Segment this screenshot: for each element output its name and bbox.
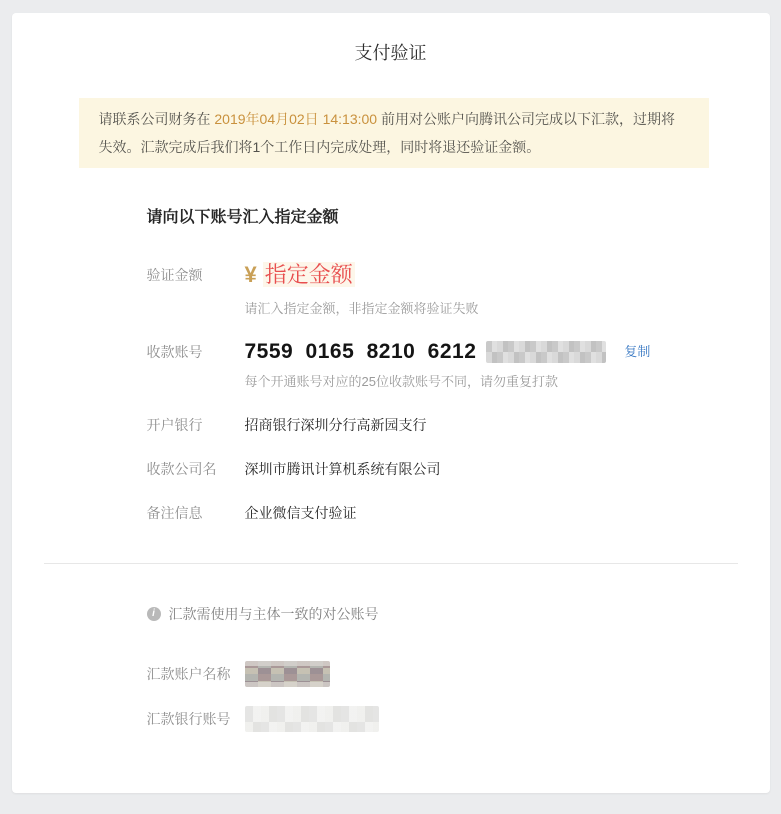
deadline-datetime: 2019年04月02日 14:13:00	[214, 111, 378, 127]
memo-row	[147, 503, 770, 523]
copy-account-button[interactable]: 复制	[624, 344, 651, 359]
page-title: 支付验证	[354, 43, 427, 63]
currency-symbol: ¥	[244, 262, 257, 287]
account-line	[245, 338, 651, 366]
amount-row	[147, 260, 770, 318]
remit-account-name-censored-block	[245, 661, 330, 687]
deadline-notice	[79, 98, 709, 168]
remit-bank-account-row	[147, 706, 770, 732]
notice-text-before: 请联系公司财务在	[98, 111, 215, 127]
remittance-tip-row	[147, 605, 770, 623]
amount-value: 指定金额	[264, 262, 353, 287]
remittance-tip-text: 汇款需使用与主体一致的对公账号	[168, 606, 379, 622]
bank-value: 招商银行深圳分行高新园支行	[244, 417, 427, 433]
company-row	[147, 459, 770, 479]
bank-label: 开户银行	[146, 417, 203, 433]
transfer-details	[12, 207, 770, 523]
amount-label: 验证金额	[146, 267, 203, 283]
account-row	[147, 338, 770, 391]
section-heading: 请向以下账号汇入指定金额	[146, 209, 339, 226]
info-icon: i	[147, 607, 161, 621]
company-value: 深圳市腾讯计算机系统有限公司	[244, 461, 441, 477]
account-number: 7559 0165 8210 6212	[244, 340, 477, 363]
bank-row	[147, 415, 770, 435]
amount-line	[245, 260, 479, 293]
amount-value-block	[245, 260, 479, 318]
notice-text-after: 前用对公账户向腾讯公司完成以下汇款，过期将失效。汇款完成后我们将1个工作日内完成处理，同时将退还验证金额。	[98, 111, 675, 155]
payment-verification-card	[12, 13, 770, 793]
amount-hint: 请汇入指定金额，非指定金额将验证失败	[244, 301, 479, 316]
account-number-censored-block	[486, 341, 606, 363]
remit-account-name-label: 汇款账户名称	[146, 666, 231, 682]
account-hint: 每个开通账号对应的25位收款账号不同，请勿重复打款	[244, 374, 558, 389]
memo-value: 企业微信支付验证	[244, 505, 357, 521]
account-label: 收款账号	[146, 344, 203, 360]
remit-account-name-row	[147, 661, 770, 687]
account-value-block	[245, 338, 651, 391]
remit-bank-account-censored-block	[245, 706, 379, 732]
memo-label: 备注信息	[146, 505, 203, 521]
section-divider	[44, 563, 738, 564]
company-label: 收款公司名	[146, 461, 217, 477]
remit-bank-account-label: 汇款银行账号	[146, 711, 231, 727]
remittance-section	[12, 605, 770, 732]
